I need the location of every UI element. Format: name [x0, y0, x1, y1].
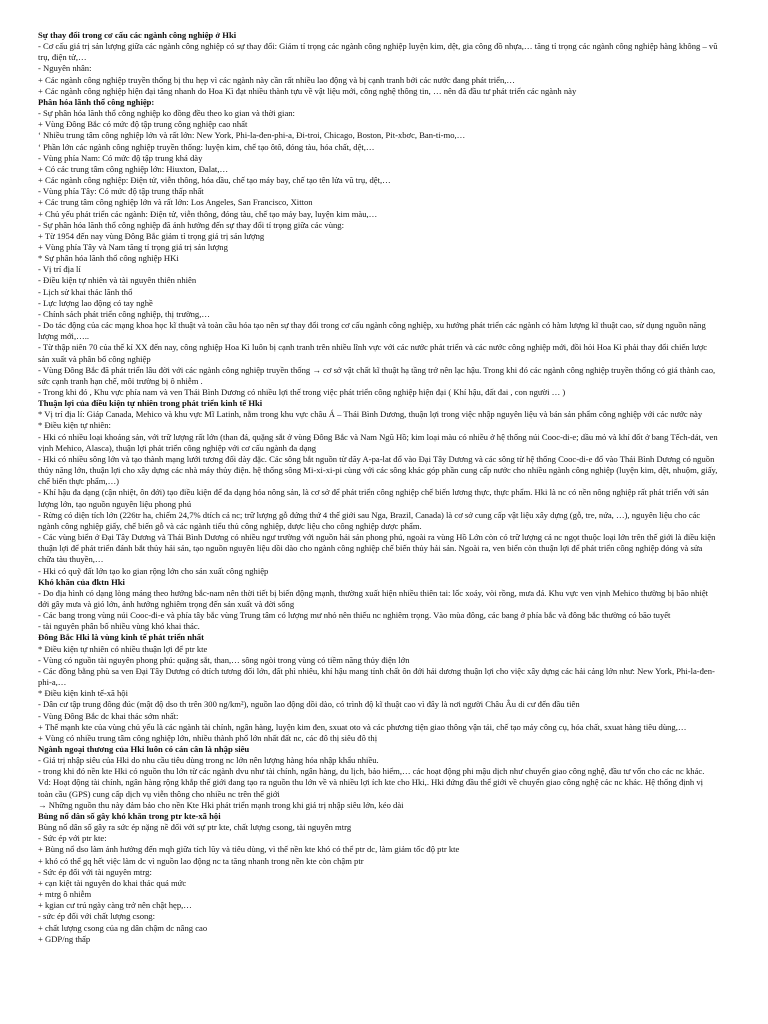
- text-line: Bùng nổ dân số gây ra sức ép nặng nề đối với sự ptr kte, chất lượng csong, tài nguyên mtrg: [38, 822, 352, 833]
- text-line: + chất lượng csong của ng dân chậm dc nâng cao: [38, 922, 208, 933]
- text-line: + cạn kiệt tài nguyên do khai thác quá mức: [38, 877, 187, 888]
- text-line: - Chính sách phát triển công nghiệp, thị trường,…: [38, 308, 210, 319]
- text-line: + Vùng phía Tây và Nam tăng tỉ trọng giá trị sản lượng: [38, 241, 228, 252]
- text-line: - trong khi đó nền kte Hki có nguồn thu lớn từ các ngành dvu như tài chính, ngân hàng, du lịch, bảo hiểm,… các hoạt động phi mậu dịch như chuyển giao công nghệ, đầu tư vốn cho các nc khác. Vd: Hoạt động tài chính, ngân hàng rộng khắp thế giới đang tạo ra nguồn thu lớn về và nhiều lợi ích kte cho Hki,. Hki đứng đầu thế giới về chuyển giao công nghệ các nc khác. Hệ thống định vị toàn cầu (GPS) cung cấp dịch vụ viễn thông cho nhiều nc trên thế giới: [38, 766, 705, 799]
- text-line: - Vùng phía Nam: Có mức độ tập trung khá dày: [38, 152, 203, 163]
- text-line: + mtrg ô nhiễm: [38, 889, 92, 900]
- text-line: - Sức ép đối với tài nguyên mtrg:: [38, 866, 152, 877]
- text-line: - Hki có quỹ đất lớn tạo ko gian rộng lớn cho sản xuất công nghiệp: [38, 565, 269, 576]
- text-line: - tài nguyên phân bố nhiều vùng khó khai thác.: [38, 621, 200, 632]
- text-line: * Sự phân hóa lãnh thổ công nghiệp HKi: [38, 253, 179, 264]
- text-line: + Các ngành công nghiệp hiện đại tăng nhanh do Hoa Kì đạt nhiều thành tựu về vật liệu mới, công nghệ thông tin, … nên đã đầu tư phát triển các ngành này: [38, 85, 577, 96]
- text-line: * Điều kiện kinh tế-xã hội: [38, 688, 128, 699]
- text-line: - Rừng có diện tích lớn (226tr ha, chiếm 24,7% dtích cả nc; trữ lượng gỗ đứng thứ 4 thế giới sau Nga, Brazil, Canada) là cơ sở cung cấp vật liệu xây dựng (gỗ, tre, nứa, …), nguyên liệu cho các ngành công nghiệp giấy, chế biến gỗ và các ngành tiểu thủ công nghiệp, dược liệu cho công nghiệp dược phẩm.: [38, 509, 701, 531]
- text-line: * Điều kiện tự nhiên có nhiều thuận lợi để ptr kte: [38, 643, 208, 654]
- text-line: + GDP/ng thấp: [38, 933, 91, 944]
- text-line: + Vùng có nhiều trung tâm công nghiệp lớn, nhiều thành phố lớn nhất đất nc, các đô thị siêu đô thị: [38, 732, 378, 743]
- text-line: ʻ Nhiều trung tâm công nghiệp lớn và rất lớn: New York, Phi-la-đen-phi-a, Đi-troi, Chicago, Boston, Pit-xbơc, Ban-ti-mo,…: [38, 130, 466, 141]
- text-line: + Vùng Đông Bắc có mức độ tập trung công nghiệp cao nhất: [38, 119, 248, 130]
- text-line: + kgian cư trú ngày càng trở nên chật hẹp,…: [38, 900, 192, 911]
- text-line: - Vùng có nguồn tài nguyên phong phú: quặng sắt, than,… sông ngòi trong vùng có tiềm năng thủy điện lớn: [38, 654, 410, 665]
- text-line: - Sức ép với ptr kte:: [38, 833, 107, 844]
- text-line: + Thế mạnh kte của vùng chủ yếu là các ngành tài chính, ngân hàng, luyện kim đen, sxuat oto và các phương tiện giao thông vận tải, chế tạo máy công cụ, hóa chất, sxuat hàng tiêu dùng,…: [38, 721, 687, 732]
- text-line: - Từ thập niên 70 của thế kỉ XX đến nay, công nghiệp Hoa Kì luôn bị cạnh tranh trên nhiều lĩnh vực với các nước phát triển và các nước công nghiệp mới, đồi hỏi Hoa Kì phải thay đổi chiến lược sản xuất và phân bố công nghiệp: [38, 342, 708, 364]
- text-line: + khó có thể gq hết việc làm dc vì nguồn lao động nc ta tăng nhanh trong nền kte còn chậm ptr: [38, 855, 364, 866]
- text-line: ʻ Phần lớn các ngành công nghiệp truyền thống: luyện kim, chế tạo ôtô, đóng tàu, hóa chất, dệt,…: [38, 141, 375, 152]
- text-line: + Các ngành công nghiệp truyền thống bị thu hẹp vì các ngành này cần rất nhiều lao động và bị cạnh tranh bởi các nước đang phát triển,…: [38, 74, 516, 85]
- section-heading: Đông Bắc Hki là vùng kinh tế phát triển nhất: [38, 632, 204, 643]
- text-line: - Vùng Đông Bắc đã phát triển lâu đời với các ngành công nghiệp truyền thống → cơ sở vật chất kĩ thuật hạ tầng trở nên lạc hậu. Trong khi đó các ngành công nghiệp truyền thống có giá thành cao, sức cạnh tranh hạn chế, môi trường bị ô nhiễm .: [38, 364, 716, 386]
- text-line: - Hki có nhiều sông lớn và tạo thành mạng lưới tương đối dày đặc. Các sông bắt nguồn từ dãy A-pa-lat đổ vào Đại Tây Dương và các sông từ hệ thống Cooc-di-e đổ vào Thái Bình Dương có nguồn thủy năng lớn, thuận lợi cho xây dựng các nhà máy thủy điện. hệ thống sông Mi-xi-xi-pi cùng với các sông khác góp phần cung cấp nước cho nhiều ngành công nghiệp (luyện kim, dệt, nhuộm, giấy, chế biến thực phẩm,…): [38, 453, 718, 487]
- text-line: - Sự phân hóa lãnh thổ công nghiệp đã ảnh hưởng đến sự thay đổi tỉ trọng giữa các vùng:: [38, 219, 344, 230]
- text-line: * Điều kiện tự nhiên:: [38, 420, 111, 431]
- text-line: - Lực lượng lao động có tay nghề: [38, 297, 153, 308]
- text-line: - sức ép đối với chất lượng csong:: [38, 911, 155, 922]
- section-heading: Phân hóa lãnh thổ công nghiệp:: [38, 96, 155, 107]
- text-line: - Khí hậu đa dạng (cận nhiệt, ôn đới) tạo điều kiện để đa dạng hóa nông sản, là cơ sở để phát triển công nghiệp chế biến lương thực, thực phẩm. Hki là nc có nền nông nghiệp rất phát triển với sản lượng lớn, tạo nguồn nguyên liệu phong phú: [38, 487, 709, 509]
- text-line: + Từ 1954 đến nay vùng Đông Bắc giảm tỉ trọng giá trị sản lượng: [38, 230, 265, 241]
- text-line: - Cơ cấu giá trị sản lượng giữa các ngành công nghiệp có sự thay đổi: Giảm tỉ trọng các ngành công nghiệp luyện kim, dệt, gia công đồ nhựa,… tăng tỉ trọng các ngành công nghiệp hàng không – vũ trụ, điện tử,…: [38, 41, 718, 63]
- section-heading: Bùng nổ dân số gây khó khăn trong ptr kte-xã hội: [38, 810, 221, 821]
- text-line: * Vị trí địa lí: Giáp Canada, Mehico và khu vực Mĩ Latinh, nằm trong khu vực châu Á – Thái Bình Dương, thuận lợi trong việc nhập nguyên liệu và bán sản phẩm công nghiệp với các nước này: [38, 409, 703, 420]
- text-line: - Các bang trong vùng núi Cooc-đi-e và phía tây bắc vùng Trung tâm có lượng mư nhỏ nên thiếu nc nghiêm trọng. Vào mùa đông, các bang ở phía bắc và đông bắc thường có bão tuyết: [38, 610, 671, 621]
- text-line: - Các vùng biển ở Đại Tây Dương và Thái Bình Dương có nhiều ngư trường với nguồn hải sản phong phú, ngoài ra vùng Hồ Lớn còn có trữ lượng cá nc ngọt thuộc loại lớn trên thế giới là điều kiện thuận lợi để phát triển đánh bắt thủy hải sản, tạo nguồn nguyên liệu dồi dào cho ngành công nghiệp chế biến thủy hải sản. Ngoài ra, ven biển còn thuận lợi để phát triển công nghiệp đóng và sửa chữa tàu thuyền,…: [38, 532, 716, 565]
- text-line: - Hki có nhiều loại khoáng sản, với trữ lượng rất lớn (than đá, quặng sắt ở vùng Đông Bắc và Nam Ngũ Hồ; kim loại màu có nhiều ở hệ thống núi Cooc-di-e; dầu mỏ và khí đốt ở bang Tếch-dát, ven vịnh Mehico, Alasca), thuận lợi phát triển công nghiệp với cơ cấu ngành đa dạng: [38, 431, 718, 453]
- section-heading: Khó khăn của đktn Hki: [38, 576, 125, 587]
- text-line: + Các trung tâm công nghiệp lớn và rất lớn: Los Angeles, San Francisco, Xitton: [38, 197, 313, 208]
- text-line: - Lịch sử khai thác lãnh thổ: [38, 286, 133, 297]
- section-heading: Thuận lợi của điều kiện tự nhiên trong phát triển kinh tế Hki: [38, 398, 263, 409]
- text-line: - Điều kiện tự nhiên và tài nguyên thiên nhiên: [38, 275, 197, 286]
- text-line: - Giá trị nhập siêu của Hki do nhu cầu tiêu dùng trong nc lớn nên lượng hàng hóa nhập khẩu nhiều.: [38, 755, 379, 766]
- text-line: → Những nguồn thu này đảm bảo cho nền Kte Hki phát triển mạnh trong khi giá trị nhập siêu lớn, kéo dài: [38, 799, 404, 810]
- text-line: - Vùng Đông Bắc dc khai thác sớm nhất:: [38, 710, 179, 721]
- text-line: - Nguyên nhân:: [38, 63, 92, 74]
- section-heading: Ngành ngoại thương của Hki luôn có cán cân là nhập siêu: [38, 744, 250, 754]
- text-line: - Sự phân hóa lãnh thổ công nghiệp ko đồng đều theo ko gian và thời gian:: [38, 108, 295, 119]
- text-line: - Do địa hình có dạng lòng máng theo hướng bắc-nam nên thời tiết bị biến động mạnh, thường xuất hiện nhiều thiên tai: lốc xoáy, vòi rồng, mưa đá. Khu vực ven vịnh Mehico thường bị bão nhiệt đới gây mưa và gió lớn, ảnh hưởng nghiêm trọng đến sản xuất và đời sống: [38, 587, 709, 609]
- section-heading: Sự thay đổi trong cơ cấu các ngành công nghiệp ở Hki: [38, 30, 237, 40]
- text-line: + Chủ yếu phát triển các ngành: Điện tử, viễn thông, đóng tàu, chế tạo máy bay, luyện kim màu,…: [38, 208, 378, 219]
- text-line: + Có các trung tâm công nghiệp lớn: Hiuxton, Đalat,…: [38, 163, 229, 174]
- text-line: - Dân cư tập trung đông đúc (mật độ dso th trên 300 ng/km²), nguồn lao động dồi dào, có trình độ kĩ thuật cao vì đây là nơi người Châu Âu di cư đến đầu tiên: [38, 699, 580, 710]
- text-line: - Vùng phía Tây: Có mức độ tập trung thấp nhất: [38, 186, 204, 197]
- text-line: - Trong khi đó , Khu vực phía nam và ven Thái Bình Dương có nhiều lợi thế trong việc phát triển công nghiệp hiện đại ( Khí hậu, đất đai , con người … ): [38, 387, 566, 397]
- text-line: + Bùng nổ dso làm ảnh hưởng đến mqh giữa tích lũy và tiêu dùng, vì thế nền kte khó có thể ptr dc, làm giảm tốc độ ptr kte: [38, 844, 460, 855]
- text-line: + Các ngành công nghiệp: Điện tử, viễn thông, hóa dầu, chế tạo máy bay, chế tạo tên lửa vũ trụ, dệt,…: [38, 175, 391, 186]
- text-line: - Các đồng bằng phù sa ven Đại Tây Dương có dtích tương đối lớn, đất phì nhiêu, khí hậu mang tính chất ôn đới hải dương thuận lợi cho việc xây dựng các hải cảng lớn như: New York, Phi-la-đen-phi-a,…: [38, 665, 715, 688]
- text-line: - Do tác động của các mạng khoa học kĩ thuật và toàn cầu hóa tạo nên sự thay đổi trong cơ cấu ngành công nghiệp, xu hướng phát triển các ngành có hàm lượng kĩ thuật cao, sử dụng nguồn năng lượng mới,…..: [38, 320, 706, 342]
- text-line: - Vị trí địa lí: [38, 264, 81, 275]
